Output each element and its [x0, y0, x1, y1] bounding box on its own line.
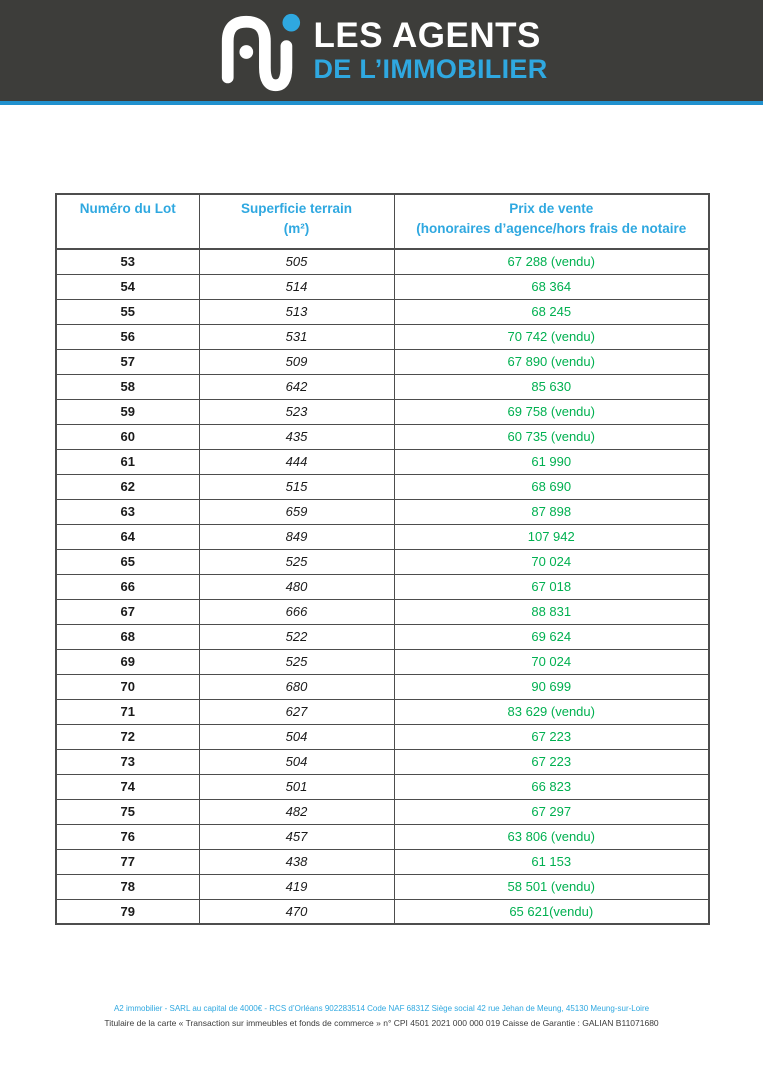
- lot-cell: 60: [56, 424, 199, 449]
- lot-cell: 68: [56, 624, 199, 649]
- lot-cell: 74: [56, 774, 199, 799]
- table-row: [56, 574, 709, 599]
- column-header-surface-label: Superficie terrain: [240, 201, 353, 216]
- surface-cell: 525: [199, 549, 394, 574]
- price-cell: 60 735 (vendu): [394, 424, 709, 449]
- surface-cell: 444: [199, 449, 394, 474]
- lot-cell: 73: [56, 749, 199, 774]
- lot-cell: 66: [56, 574, 199, 599]
- price-cell: 68 245: [394, 299, 709, 324]
- lot-cell: 69: [56, 649, 199, 674]
- brand-name-line1: LES AGENTS: [313, 16, 541, 55]
- table-row: [56, 899, 709, 924]
- table-row: [56, 824, 709, 849]
- surface-cell: 659: [199, 499, 394, 524]
- lot-cell: 54: [56, 274, 199, 299]
- surface-cell: 419: [199, 874, 394, 899]
- price-cell: 67 223: [394, 749, 709, 774]
- table-row: [56, 724, 709, 749]
- table-row: [56, 474, 709, 499]
- surface-cell: 525: [199, 649, 394, 674]
- lot-cell: 57: [56, 349, 199, 374]
- table-row: [56, 749, 709, 774]
- footer-legal-line2: Titulaire de la carte « Transaction sur immeubles et fonds de commerce » n° CPI 4501 2021 000 000 019 Caisse de Garantie : GALIAN B11071680: [104, 1018, 659, 1028]
- surface-cell: 531: [199, 324, 394, 349]
- price-table-body: [56, 249, 709, 924]
- surface-cell: 509: [199, 349, 394, 374]
- column-header-surface-unit: (m²): [283, 220, 310, 236]
- price-table-area: [55, 193, 710, 925]
- table-row: [56, 774, 709, 799]
- lot-cell: 61: [56, 449, 199, 474]
- price-table: [55, 193, 710, 925]
- price-cell: 63 806 (vendu): [394, 824, 709, 849]
- surface-cell: 522: [199, 624, 394, 649]
- price-cell: 107 942: [394, 524, 709, 549]
- lot-cell: 62: [56, 474, 199, 499]
- column-header-lot: [56, 194, 199, 249]
- price-cell: 87 898: [394, 499, 709, 524]
- lot-cell: 56: [56, 324, 199, 349]
- price-cell: 67 288 (vendu): [394, 249, 709, 274]
- surface-cell: 523: [199, 399, 394, 424]
- table-row: [56, 599, 709, 624]
- lot-cell: 78: [56, 874, 199, 899]
- table-row: [56, 799, 709, 824]
- price-cell: 58 501 (vendu): [394, 874, 709, 899]
- table-row: [56, 499, 709, 524]
- lot-cell: 79: [56, 899, 199, 924]
- surface-cell: 504: [199, 724, 394, 749]
- au-monogram-icon: [216, 9, 304, 97]
- surface-cell: 470: [199, 899, 394, 924]
- footer-legal: [0, 1002, 763, 1030]
- price-table-header: [56, 194, 709, 249]
- price-cell: 83 629 (vendu): [394, 699, 709, 724]
- surface-cell: 438: [199, 849, 394, 874]
- table-row: [56, 524, 709, 549]
- price-cell: 88 831: [394, 599, 709, 624]
- lot-cell: 55: [56, 299, 199, 324]
- header-bar: [0, 0, 763, 105]
- lot-cell: 77: [56, 849, 199, 874]
- table-row: [56, 649, 709, 674]
- footer-legal-line1: A2 immobilier - SARL au capital de 4000€ - RCS d’Orléans 902283514 Code NAF 6831Z Siège social 42 rue Jehan de Meung, 45130 Meung-sur-Loire: [113, 1004, 650, 1013]
- surface-cell: 505: [199, 249, 394, 274]
- surface-cell: 435: [199, 424, 394, 449]
- lot-cell: 65: [56, 549, 199, 574]
- surface-cell: 849: [199, 524, 394, 549]
- price-cell: 67 018: [394, 574, 709, 599]
- surface-cell: 627: [199, 699, 394, 724]
- price-cell: 66 823: [394, 774, 709, 799]
- lot-cell: 70: [56, 674, 199, 699]
- surface-cell: 504: [199, 749, 394, 774]
- price-cell: 69 624: [394, 624, 709, 649]
- lot-cell: 64: [56, 524, 199, 549]
- table-row: [56, 449, 709, 474]
- price-cell: 67 297: [394, 799, 709, 824]
- brand-name-line2: DE L’IMMOBILIER: [313, 54, 548, 84]
- table-row: [56, 424, 709, 449]
- surface-cell: 457: [199, 824, 394, 849]
- price-cell: 67 223: [394, 724, 709, 749]
- table-row: [56, 374, 709, 399]
- price-cell: 68 690: [394, 474, 709, 499]
- table-row: [56, 274, 709, 299]
- brand-name: [314, 18, 548, 83]
- table-row: [56, 849, 709, 874]
- price-cell: 65 621(vendu): [394, 899, 709, 924]
- surface-cell: 680: [199, 674, 394, 699]
- lot-cell: 53: [56, 249, 199, 274]
- price-cell: 70 024: [394, 549, 709, 574]
- surface-cell: 480: [199, 574, 394, 599]
- table-row: [56, 299, 709, 324]
- column-header-price-note: (honoraires d’agence/hors frais de notaire: [416, 220, 687, 236]
- lot-cell: 71: [56, 699, 199, 724]
- table-row: [56, 349, 709, 374]
- price-cell: 70 024: [394, 649, 709, 674]
- price-cell: 67 890 (vendu): [394, 349, 709, 374]
- lot-cell: 72: [56, 724, 199, 749]
- column-header-lot-label: Numéro du Lot: [79, 201, 176, 216]
- lot-cell: 59: [56, 399, 199, 424]
- price-cell: 61 153: [394, 849, 709, 874]
- table-row: [56, 674, 709, 699]
- table-row: [56, 874, 709, 899]
- lot-cell: 67: [56, 599, 199, 624]
- price-cell: 68 364: [394, 274, 709, 299]
- table-row: [56, 399, 709, 424]
- surface-cell: 514: [199, 274, 394, 299]
- column-header-price: [394, 194, 709, 249]
- table-row: [56, 699, 709, 724]
- price-cell: 70 742 (vendu): [394, 324, 709, 349]
- column-header-surface: [199, 194, 394, 249]
- price-cell: 85 630: [394, 374, 709, 399]
- table-row: [56, 549, 709, 574]
- surface-cell: 513: [199, 299, 394, 324]
- lot-cell: 76: [56, 824, 199, 849]
- price-cell: 90 699: [394, 674, 709, 699]
- table-row: [56, 324, 709, 349]
- table-row: [56, 249, 709, 274]
- lot-cell: 58: [56, 374, 199, 399]
- surface-cell: 666: [199, 599, 394, 624]
- surface-cell: 515: [199, 474, 394, 499]
- lot-cell: 63: [56, 499, 199, 524]
- price-cell: 69 758 (vendu): [394, 399, 709, 424]
- price-cell: 61 990: [394, 449, 709, 474]
- surface-cell: 482: [199, 799, 394, 824]
- surface-cell: 501: [199, 774, 394, 799]
- table-row: [56, 624, 709, 649]
- surface-cell: 642: [199, 374, 394, 399]
- column-header-price-label: Prix de vente: [509, 201, 594, 216]
- lot-cell: 75: [56, 799, 199, 824]
